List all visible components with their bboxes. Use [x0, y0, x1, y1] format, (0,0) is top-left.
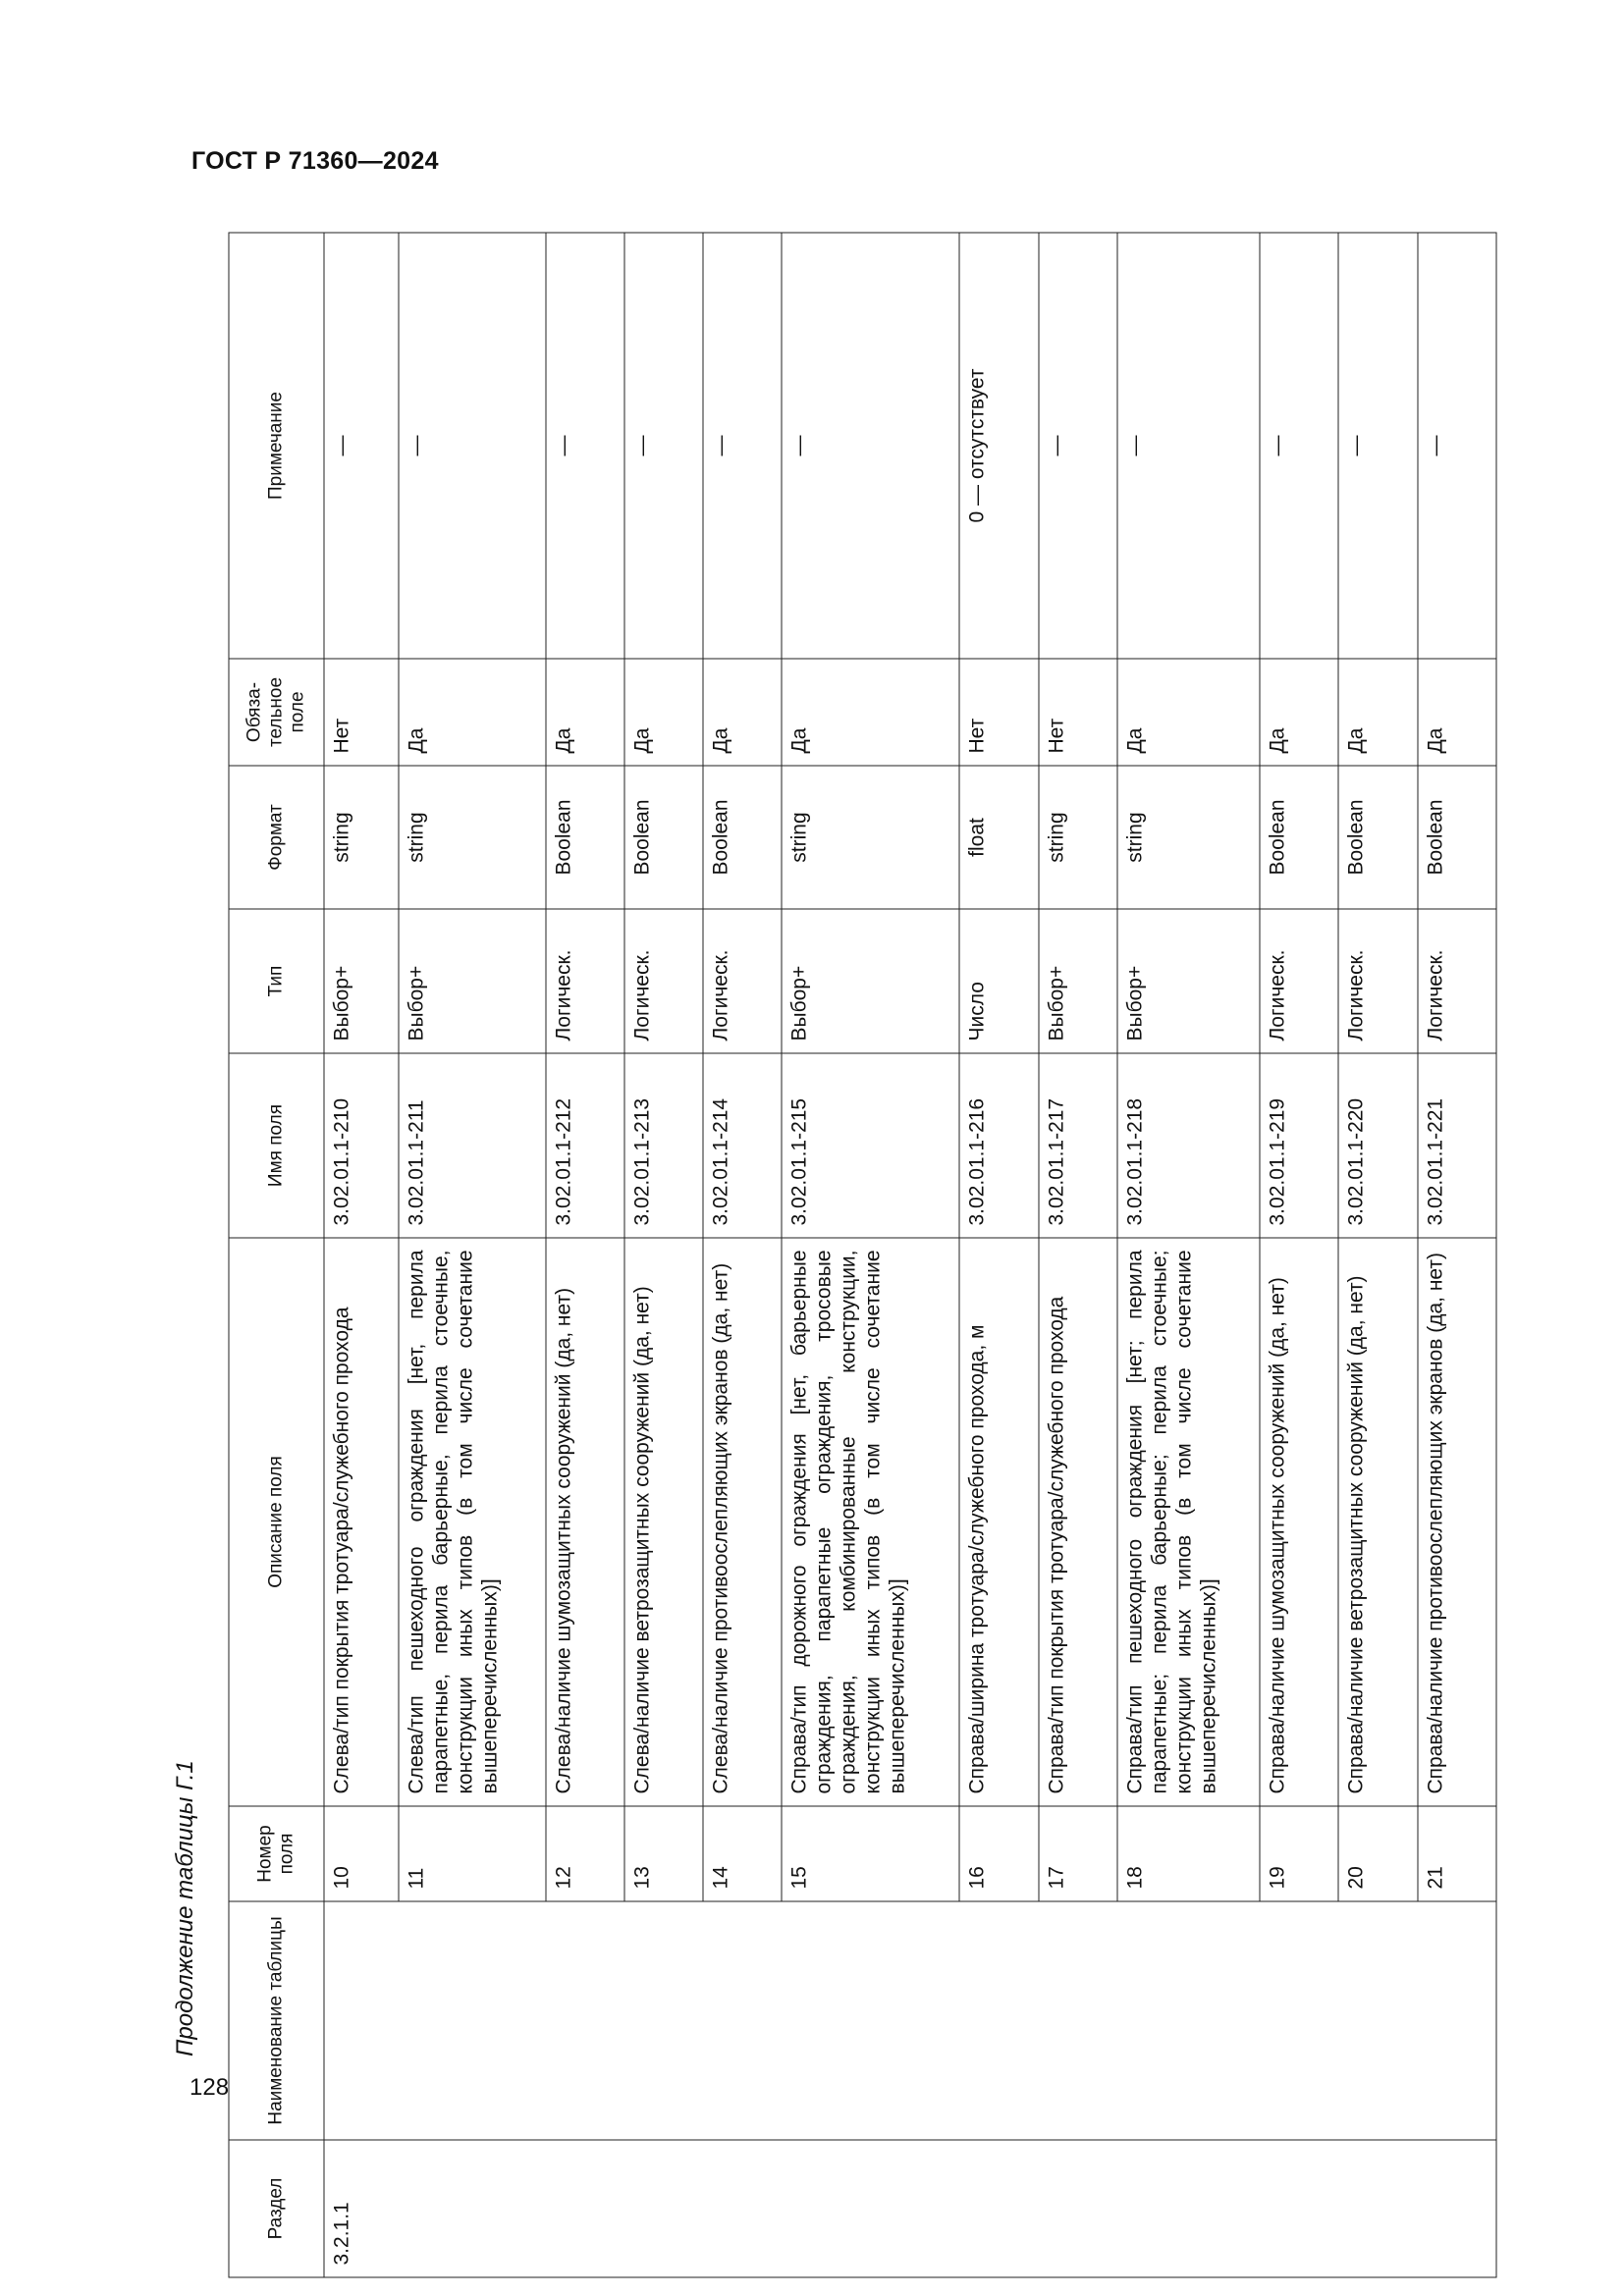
- field-note-cell: —: [703, 233, 782, 659]
- field-description-cell: Справа/тип дорожного ограждения [нет, барьерные ограждения, парапетные ограждения, тросовые ограждения, комбинированные конструкции, конструкции иных типов (в том числе сочетание вышеперечисленных)]: [782, 1238, 959, 1806]
- field-required-cell: Да: [1418, 659, 1496, 766]
- document-header-title: ГОСТ Р 71360—2024: [191, 147, 439, 175]
- field-description-cell: Справа/ширина тротуара/служебного прохода, м: [959, 1238, 1038, 1806]
- field-type-cell: Логическ.: [1418, 909, 1496, 1053]
- field-description-cell: Слева/тип пешеходного ограждения [нет, перила парапетные, перила барьерные, перила стоечные, конструкции иных типов (в том числе сочетание вышеперечисленных)]: [399, 1238, 545, 1806]
- table-name-cell: [324, 1901, 1496, 2140]
- field-format-cell: string: [324, 766, 399, 909]
- field-name-cell: 3.02.01.1-216: [959, 1053, 1038, 1238]
- col-header-field-number: Номер поля: [229, 1806, 324, 1901]
- field-note-cell: —: [1338, 233, 1417, 659]
- table-body: [324, 233, 1496, 2277]
- field-type-cell: Логическ.: [1260, 909, 1338, 1053]
- field-format-cell: Boolean: [1338, 766, 1417, 909]
- field-type-cell: Число: [959, 909, 1038, 1053]
- table-row: [324, 233, 399, 2277]
- field-type-cell: Логическ.: [624, 909, 703, 1053]
- col-header-format: Формат: [229, 766, 324, 909]
- field-description-cell: Слева/наличие ветрозащитных сооружений (да, нет): [624, 1238, 703, 1806]
- field-type-cell: Выбор+: [399, 909, 545, 1053]
- field-required-cell: Да: [1260, 659, 1338, 766]
- table-header-row: [229, 233, 324, 2277]
- field-number-cell: 17: [1039, 1806, 1117, 1901]
- field-type-cell: Логическ.: [1338, 909, 1417, 1053]
- field-description-cell: Справа/тип покрытия тротуара/служебного прохода: [1039, 1238, 1117, 1806]
- field-name-cell: 3.02.01.1-211: [399, 1053, 545, 1238]
- field-note-cell: —: [324, 233, 399, 659]
- field-number-cell: 19: [1260, 1806, 1338, 1901]
- col-header-note: Примечание: [229, 233, 324, 659]
- field-name-cell: 3.02.01.1-221: [1418, 1053, 1496, 1238]
- field-number-cell: 10: [324, 1806, 399, 1901]
- field-required-cell: Нет: [959, 659, 1038, 766]
- field-description-cell: Справа/наличие ветрозащитных сооружений (да, нет): [1338, 1238, 1417, 1806]
- field-format-cell: Boolean: [1418, 766, 1496, 909]
- field-type-cell: Логическ.: [703, 909, 782, 1053]
- field-required-cell: Да: [399, 659, 545, 766]
- field-name-cell: 3.02.01.1-220: [1338, 1053, 1417, 1238]
- field-name-cell: 3.02.01.1-219: [1260, 1053, 1338, 1238]
- field-format-cell: string: [1117, 766, 1260, 909]
- field-format-cell: Boolean: [1260, 766, 1338, 909]
- field-type-cell: Выбор+: [782, 909, 959, 1053]
- field-number-cell: 11: [399, 1806, 545, 1901]
- field-note-cell: —: [1418, 233, 1496, 659]
- field-required-cell: Нет: [1039, 659, 1117, 766]
- field-number-cell: 21: [1418, 1806, 1496, 1901]
- field-number-cell: 16: [959, 1806, 1038, 1901]
- field-required-cell: Да: [703, 659, 782, 766]
- field-format-cell: float: [959, 766, 1038, 909]
- col-header-type: Тип: [229, 909, 324, 1053]
- field-name-cell: 3.02.01.1-210: [324, 1053, 399, 1238]
- field-note-cell: —: [624, 233, 703, 659]
- col-header-required: Обязательное поле: [229, 659, 324, 766]
- data-table: [229, 233, 1497, 2278]
- field-name-cell: 3.02.01.1-217: [1039, 1053, 1117, 1238]
- field-name-cell: 3.02.01.1-215: [782, 1053, 959, 1238]
- field-name-cell: 3.02.01.1-218: [1117, 1053, 1260, 1238]
- section-cell: 3.2.1.1: [324, 2140, 1496, 2277]
- field-required-cell: Да: [782, 659, 959, 766]
- col-header-field-description: Описание поля: [229, 1238, 324, 1806]
- field-note-cell: —: [1039, 233, 1117, 659]
- field-number-cell: 13: [624, 1806, 703, 1901]
- field-number-cell: 20: [1338, 1806, 1417, 1901]
- field-number-cell: 18: [1117, 1806, 1260, 1901]
- field-note-cell: —: [782, 233, 959, 659]
- field-format-cell: Boolean: [703, 766, 782, 909]
- field-description-cell: Слева/тип покрытия тротуара/служебного прохода: [324, 1238, 399, 1806]
- field-note-cell: 0 — отсутствует: [959, 233, 1038, 659]
- field-name-cell: 3.02.01.1-213: [624, 1053, 703, 1238]
- field-format-cell: Boolean: [546, 766, 624, 909]
- col-header-section: Раздел: [229, 2140, 324, 2277]
- field-note-cell: —: [1260, 233, 1338, 659]
- field-type-cell: Выбор+: [1039, 909, 1117, 1053]
- field-name-cell: 3.02.01.1-212: [546, 1053, 624, 1238]
- field-number-cell: 14: [703, 1806, 782, 1901]
- field-required-cell: Да: [546, 659, 624, 766]
- field-format-cell: string: [782, 766, 959, 909]
- field-description-cell: Слева/наличие шумозащитных сооружений (да, нет): [546, 1238, 624, 1806]
- table-caption: Продолжение таблицы Г.1: [172, 1760, 198, 2056]
- page-number: 128: [189, 2074, 230, 2101]
- field-format-cell: string: [399, 766, 545, 909]
- field-required-cell: Нет: [324, 659, 399, 766]
- field-description-cell: Справа/наличие противоослепляющих экранов (да, нет): [1418, 1238, 1496, 1806]
- field-description-cell: Справа/наличие шумозащитных сооружений (да, нет): [1260, 1238, 1338, 1806]
- field-note-cell: —: [1117, 233, 1260, 659]
- field-format-cell: string: [1039, 766, 1117, 909]
- field-required-cell: Да: [624, 659, 703, 766]
- col-header-table-name: Наименование таблицы: [229, 1901, 324, 2140]
- field-required-cell: Да: [1117, 659, 1260, 766]
- field-name-cell: 3.02.01.1-214: [703, 1053, 782, 1238]
- field-type-cell: Логическ.: [546, 909, 624, 1053]
- field-description-cell: Слева/наличие противоослепляющих экранов (да, нет): [703, 1238, 782, 1806]
- field-type-cell: Выбор+: [1117, 909, 1260, 1053]
- field-format-cell: Boolean: [624, 766, 703, 909]
- field-note-cell: —: [546, 233, 624, 659]
- field-type-cell: Выбор+: [324, 909, 399, 1053]
- col-header-field-name: Имя поля: [229, 1053, 324, 1238]
- field-note-cell: —: [399, 233, 545, 659]
- rotated-table-wrapper: [229, 234, 1497, 2278]
- field-number-cell: 15: [782, 1806, 959, 1901]
- field-description-cell: Справа/тип пешеходного ограждения [нет; перила парапетные; перила барьерные; перила стоечные; конструкции иных типов (в том числе сочетание вышеперечисленных)]: [1117, 1238, 1260, 1806]
- field-number-cell: 12: [546, 1806, 624, 1901]
- field-required-cell: Да: [1338, 659, 1417, 766]
